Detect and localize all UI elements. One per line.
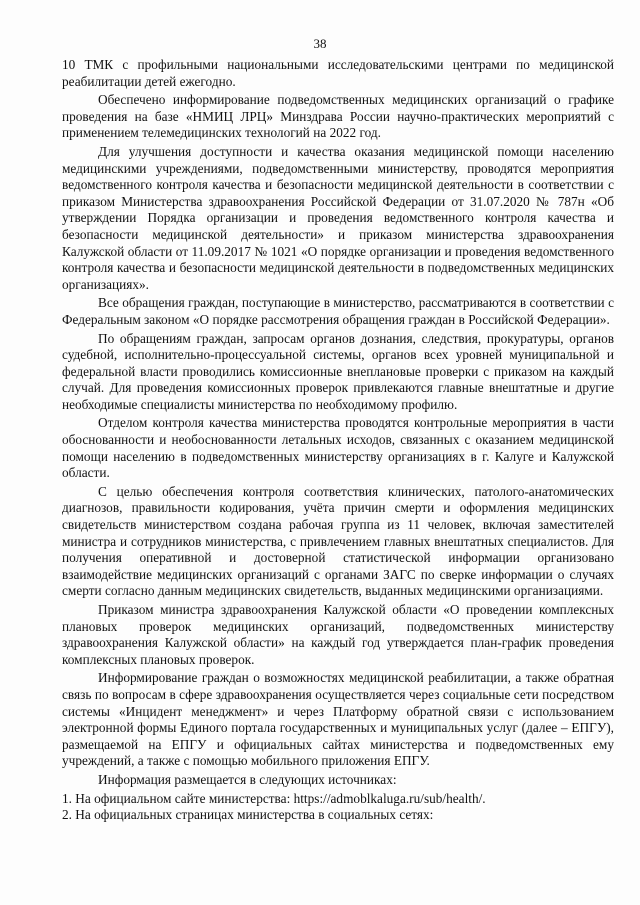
- paragraph-working-group: С целью обеспечения контроля соответствия клинических, патолого-анатомических диагнозов, правильности кодирования, учёта причин смерти и оформления медицинских свидетельств министерством создана рабочая группа из 11 человек, включая заместителей министра и сотрудников министерства, с привлечением главных внештатных специалистов. Для получения оперативной и достоверной статистической информации организовано взаимодействие медицинских организаций с органами ЗАГС по сверке информации о случаях смерти согласно данным медицинских свидетельств, выданных медицинскими организациями.: [62, 483, 614, 599]
- sources-list: [62, 791, 614, 824]
- paragraph-planned-inspections: Приказом министра здравоохранения Калужской области «О проведении комплексных плановых проверок медицинских организаций, подведомственных министерству здравоохранения Калужской области» на каждый год утверждается план-график проведения комплексных плановых проверок.: [62, 602, 614, 667]
- paragraph-informing-schedule: Обеспечено информирование подведомственных медицинских организаций о графике проведения на базе «НМИЦ ЛРЦ» Минздрава России научно-практических мероприятий с применением телемедицинских технологий на 2022 год.: [62, 92, 614, 141]
- list-item: 2. На официальных страницах министерства в социальных сетях:: [62, 807, 434, 823]
- document-body: [62, 57, 614, 824]
- list-item: 1. На официальном сайте министерства: https://admoblkaluga.ru/sub/health/.: [62, 790, 486, 806]
- page-number: 38: [313, 36, 327, 51]
- paragraph-telemedicine-consultations: 10 ТМК с профильными национальными исследовательскими центрами по медицинской реабилитации детей ежегодно.: [62, 57, 614, 89]
- paragraph-sources-intro: Информация размещается в следующих источниках:: [98, 771, 397, 787]
- paragraph-commission-inspections: По обращениям граждан, запросам органов дознания, следствия, прокуратуры, органов судебной, исполнительно-процессуальной системы, органов всех уровней муниципальной и федеральной власти проводились комиссионные внеплановые проверки с приказом на каждый случай. Для проведения комиссионных проверок привлекаются главные внештатные и другие необходимые специалисты министерства по необходимому профилю.: [62, 330, 614, 412]
- paragraph-quality-control: Для улучшения доступности и качества оказания медицинской помощи населению медицинскими учреждениями, подведомственными министерству, проводятся мероприятия ведомственного контроля качества и безопасности медицинской деятельности в соответствии с приказом Министерства здравоохранения Российской Федерации от 31.07.2020 № 787н «Об утверждении Порядка организации и проведения ведомственного контроля качества и безопасности медицинской деятельности» и приказом министерства здравоохранения Калужской области от 11.09.2017 № 1021 «О порядке организации и проведения ведомственного контроля качества и безопасности медицинской деятельности в подведомственных медицинских организациях».: [62, 143, 614, 292]
- paragraph-citizen-appeals: Все обращения граждан, поступающие в министерство, рассматриваются в соответствии с Федеральным законом «О порядке рассмотрения обращения граждан в Российской Федерации».: [62, 295, 614, 327]
- paragraph-rehabilitation-informing: Информирование граждан о возможностях медицинской реабилитации, а также обратная связь по вопросам в сфере здравоохранения осуществляется через социальные сети посредством системы «Инцидент менеджмент» и через Платформу обратной связи с использованием электронной формы Единого портала государственных и муниципальных услуг (далее – ЕПГУ), размещаемой на ЕПГУ и официальных сайтах министерства и подведомственных ему учреждений, а также с помощью мобильного приложения ЕПГУ.: [62, 670, 614, 769]
- paragraph-lethal-outcomes: Отделом контроля качества министерства проводятся контрольные мероприятия в части обоснованности и необоснованности летальных исходов, связанных с оказанием медицинской помощи населению в подведомственных министерству организациях в г. Калуге и Калужской области.: [62, 415, 614, 481]
